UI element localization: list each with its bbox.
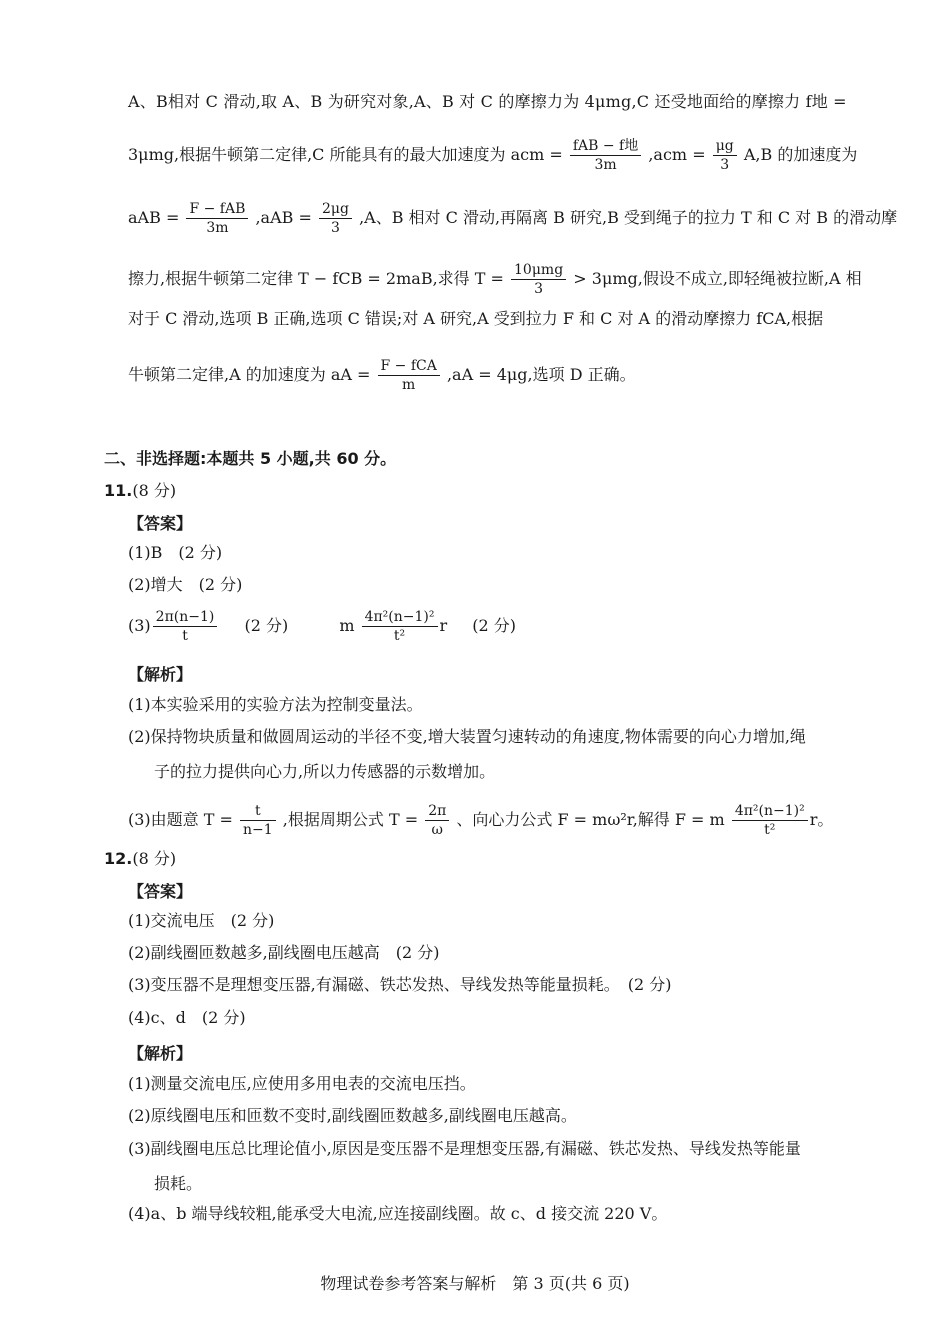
section-title: 二、非选择题:本题共 5 小题,共 60 分。 <box>104 449 397 468</box>
q11-answer-1: (1)B (2 分) <box>128 543 223 562</box>
q12-explain-3b: 损耗。 <box>154 1174 203 1193</box>
q11-explain-2: (2)保持物块质量和做圆周运动的半径不变,增大装置匀速转动的角速度,物体需要的向心力增加,绳 <box>128 727 806 746</box>
question-number: 11. <box>104 481 133 500</box>
question-number: 12. <box>104 849 133 868</box>
q12-answer-2: (2)副线圈匝数越多,副线圈电压越高 (2 分) <box>128 943 440 962</box>
fraction-result: $\frac{\text{4π²(n−1)²}}{\text{t²}}$ <box>732 803 808 838</box>
fraction-tension: $\frac{\text{10μmg}}{3}$ <box>511 262 566 297</box>
q12-answer-3: (3)变压器不是理想变压器,有漏磁、铁芯发热、导线发热等能量损耗。 (2 分) <box>128 975 672 994</box>
q11-answer-2: (2)增大 (2 分) <box>128 575 243 594</box>
q11-explain-3: (3)由题意 T = $\frac{t}{n-1}$ ,根据周期公式 T = $\frac{2\pi}{\omega}$ 、向心力公式 F = mω²r,解得 F = m $\frac{\text{4π²(n−1)²}}{\text{t²}}$ r。 <box>128 803 834 838</box>
answer-tag: 【答案】 <box>128 514 193 533</box>
q11-explain-2b: 子的拉力提供向心力,所以力传感器的示数增加。 <box>154 762 496 781</box>
analysis-line-1: A、B相对 C 滑动,取 A、B 为研究对象,A、B 对 C 的摩擦力为 4μmg,C 还受地面给的摩擦力 f地 = <box>128 92 847 111</box>
fraction-2mug-3: $\frac{2\mu g}{3}$ <box>319 201 352 236</box>
fraction-2pi-omega: $\frac{2\pi}{\omega}$ <box>425 803 449 838</box>
question-score: (8 分) <box>132 849 177 868</box>
analysis-tag: 【解析】 <box>128 1044 193 1063</box>
fraction-acm: $\frac{\text{fAB − f地}}{3m}$ <box>570 138 641 173</box>
q12-explain-2: (2)原线圈电压和匝数不变时,副线圈匝数越多,副线圈电压越高。 <box>128 1106 577 1125</box>
fraction-aab: $\frac{\text{F − fAB}}{3m}$ <box>186 201 248 236</box>
question-11-header <box>104 478 176 501</box>
analysis-line-5: 对于 C 滑动,选项 B 正确,选项 C 错误;对 A 研究,A 受到拉力 F 和 C 对 A 的滑动摩擦力 fCA,根据 <box>128 309 824 328</box>
q12-explain-3: (3)副线圈电压总比理论值小,原因是变压器不是理想变压器,有漏磁、铁芯发热、导线发热等能量 <box>128 1139 801 1158</box>
question-12-header <box>104 846 176 869</box>
q11-explain-1: (1)本实验采用的实验方法为控制变量法。 <box>128 695 423 714</box>
fraction-period: $\frac{t}{n-1}$ <box>240 803 276 838</box>
question-score: (8 分) <box>132 481 177 500</box>
fraction-aa: $\frac{\text{F − fCA}}{m}$ <box>378 358 440 393</box>
analysis-line-3: aAB = $\frac{\text{F − fAB}}{3m}$ ,aAB = $\frac{2\mu g}{3}$ ,A、B 相对 C 滑动,再隔离 B 研究,B 受到绳子的拉力 T 和 C 对 B 的滑动摩 <box>128 201 898 236</box>
page-footer: 物理试卷参考答案与解析 第 3 页(共 6 页) <box>320 1274 630 1293</box>
fraction-omega: $\frac{2\pi(n-1)}{t}$ <box>153 609 218 644</box>
analysis-line-2: 3μmg,根据牛顿第二定律,C 所能具有的最大加速度为 acm = $\frac{\text{fAB − f地}}{3m}$ ,acm = $\frac{\mu g}{3}$ A,B 的加速度为 <box>128 138 858 173</box>
q12-answer-4: (4)c、d (2 分) <box>128 1008 246 1027</box>
analysis-tag: 【解析】 <box>128 665 193 684</box>
q11-answer-3: (3) $\frac{2\pi(n-1)}{t}$ (2 分) m $\frac{\text{4π²(n−1)²}}{\text{t²}}$ r (2 分) <box>128 609 517 644</box>
q12-explain-4: (4)a、b 端导线较粗,能承受大电流,应连接副线圈。故 c、d 接交流 220 V。 <box>128 1204 668 1223</box>
q12-explain-1: (1)测量交流电压,应使用多用电表的交流电压挡。 <box>128 1074 476 1093</box>
q12-answer-1: (1)交流电压 (2 分) <box>128 911 275 930</box>
analysis-line-4: 擦力,根据牛顿第二定律 T − fCB = 2maB,求得 T = $\frac{\text{10μmg}}{3}$ > 3μmg,假设不成立,即轻绳被拉断,A 相 <box>128 262 862 297</box>
fraction-force: $\frac{\text{4π²(n−1)²}}{\text{t²}}$ <box>362 609 438 644</box>
analysis-line-6: 牛顿第二定律,A 的加速度为 aA = $\frac{\text{F − fCA}}{m}$ ,aA = 4μg,选项 D 正确。 <box>128 358 636 393</box>
answer-tag: 【答案】 <box>128 882 193 901</box>
fraction-mug-3: $\frac{\mu g}{3}$ <box>713 138 737 173</box>
